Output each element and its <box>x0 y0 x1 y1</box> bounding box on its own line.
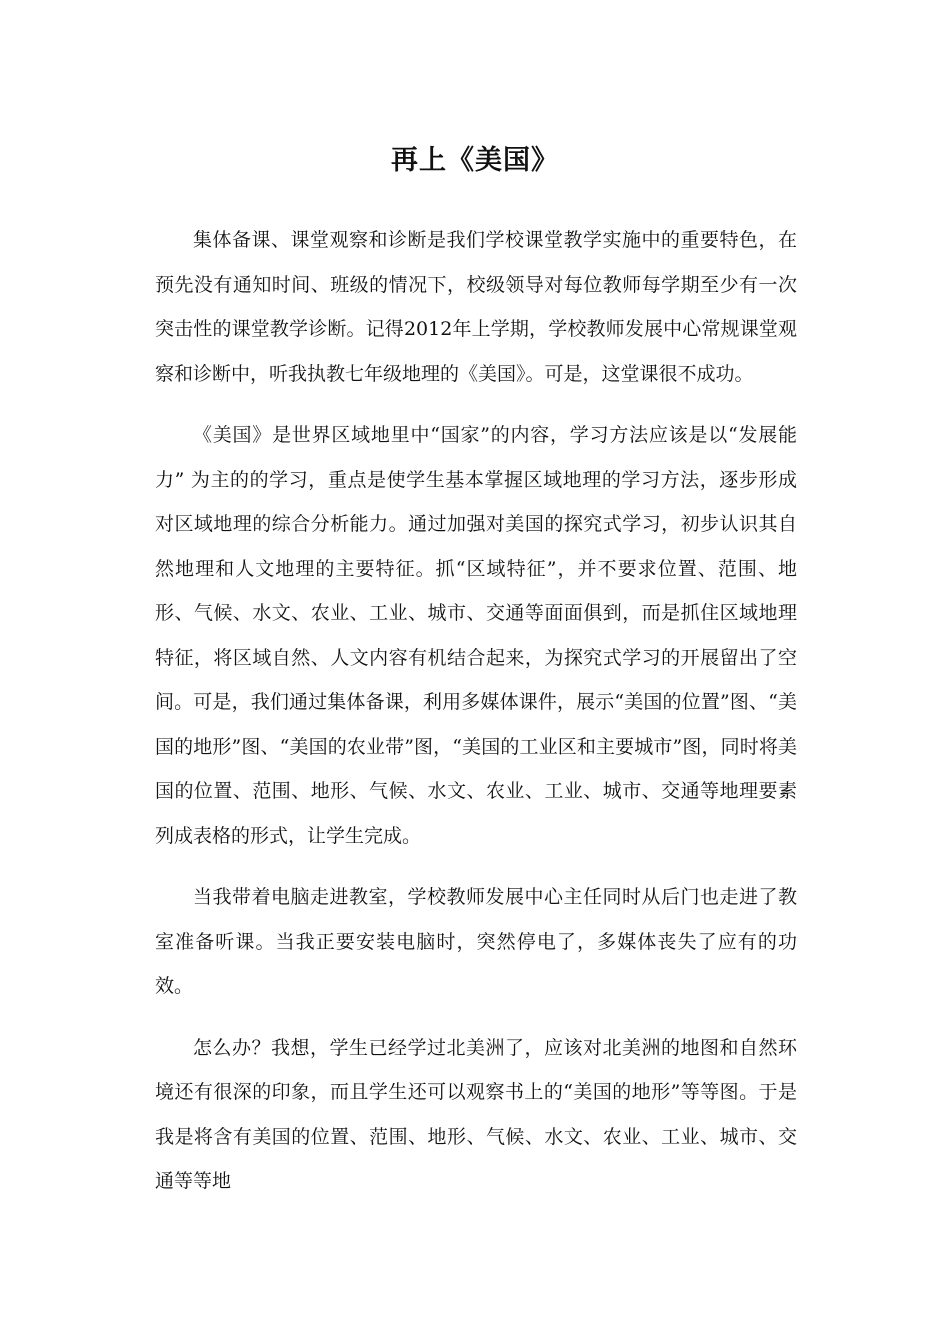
paragraph: 当我带着电脑走进教室，学校教师发展中心主任同时从后门也走进了教室准备听课。当我正要安装电脑时，突然停电了，多媒体丧失了应有的功效。 <box>155 886 797 997</box>
paragraph: 怎么办？我想，学生已经学过北美洲了，应该对北美洲的地图和自然环境还有很深的印象，而且学生还可以观察书上的“美国的地形”等等图。于是我是将含有美国的位置、范围、地形、气候、水文、农业、工业、城市、交通等等地 <box>155 1036 797 1192</box>
document-body <box>155 218 797 1221</box>
paragraph: 集体备课、课堂观察和诊断是我们学校课堂教学实施中的重要特色，在预先没有通知时间、班级的情况下，校级领导对每位教师每学期至少有一次突击性的课堂教学诊断。记得2012年上学期，学校教师发展中心常规课堂观察和诊断中，听我执教七年级地理的《美国》。可是，这堂课很不成功。 <box>155 229 797 385</box>
paragraph: 《美国》是世界区域地里中“国家”的内容，学习方法应该是以“发展能力” 为主的的学习，重点是使学生基本掌握区域地理的学习方法，逐步形成对区域地理的综合分析能力。通过加强对美国的探究式学习，初步认识其自然地理和人文地理的主要特征。抓“区域特征”，并不要求位置、范围、地形、气候、水文、农业、工业、城市、交通等面面俱到，而是抓住区域地理特征，将区域自然、人文内容有机结合起来，为探究式学习的开展留出了空间。可是，我们通过集体备课，利用多媒体课件，展示“美国的位置”图、“美国的地形”图、“美国的农业带”图，“美国的工业区和主要城市”图，同时将美国的位置、范围、地形、气候、水文、农业、工业、城市、交通等地理要素列成表格的形式，让学生完成。 <box>155 424 797 847</box>
page-title: 再上《美国》 <box>391 145 559 176</box>
